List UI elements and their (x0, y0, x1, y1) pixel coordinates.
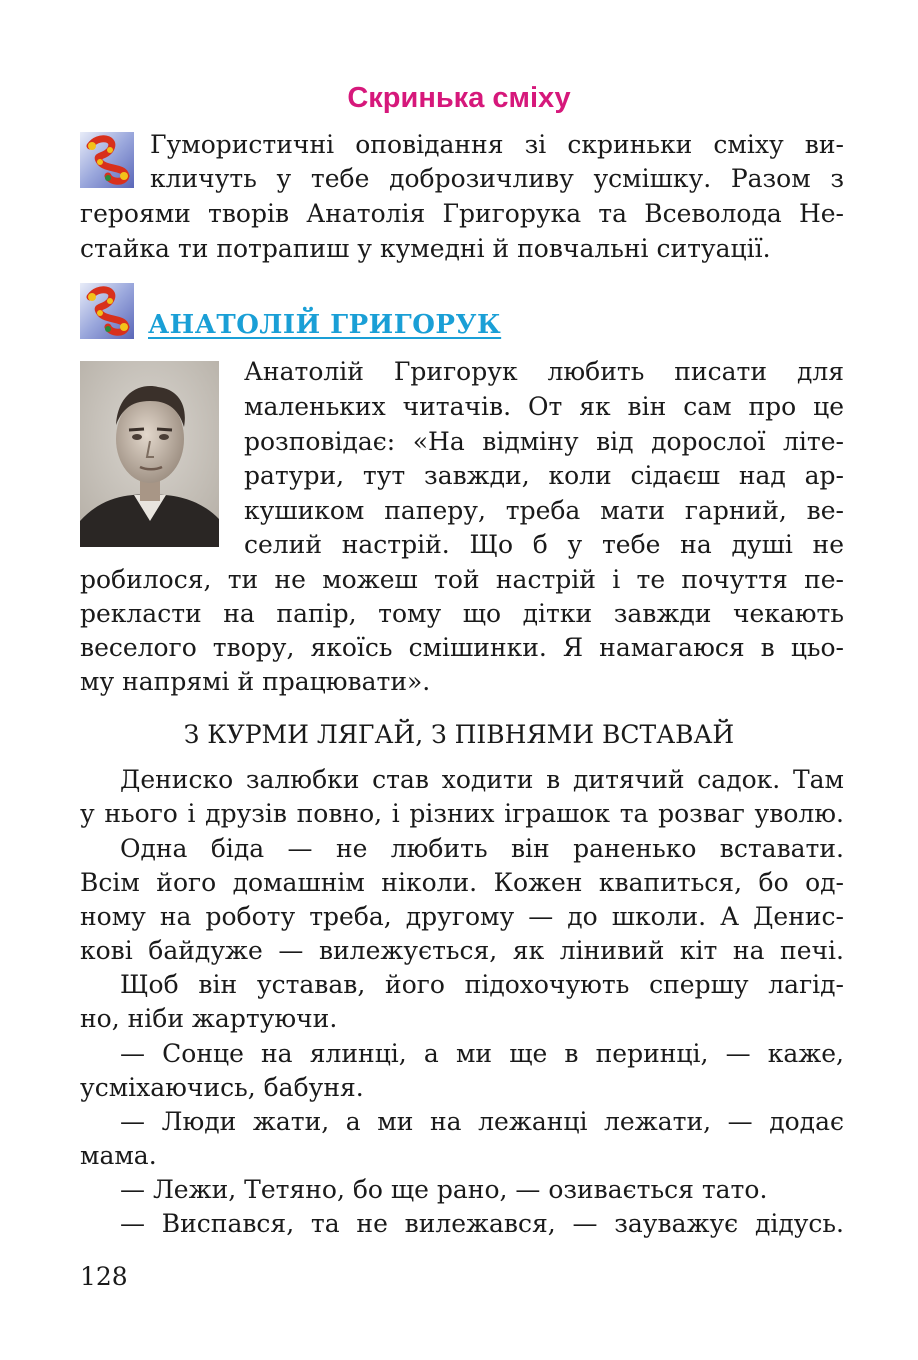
author-bio-line: му напрямі й працювати». (80, 667, 431, 696)
section-title: Скринька сміху (347, 82, 571, 114)
story-line: но, ніби жартуючи. (80, 1004, 338, 1033)
intro-line: кличуть у тебе доброзичливу усмішку. Разом з (150, 164, 844, 193)
author-bio-line: ратури, тут завжди, коли сідаєш над ар- (244, 461, 844, 490)
story-line: — Люди жати, а ми на лежанці лежати, — додає (120, 1107, 844, 1136)
intro-line: Гумористичні оповідання зі скриньки сміху ви- (150, 130, 844, 159)
story-line: — Лежи, Тетяно, бо ще рано, — озивається тато. (120, 1175, 768, 1204)
story-line: ному на роботу треба, другому — до школи. А Денис- (80, 902, 844, 931)
story-line: Дениско залюбки став ходити в дитячий садок. Там (120, 765, 844, 794)
story-line: кові байдуже — вилежується, як лінивий кіт на печі. (80, 936, 844, 965)
story-line: Одна біда — не любить він раненько вставати. (120, 834, 844, 863)
story-line: Всім його домашнім ніколи. Кожен квапиться, бо од- (80, 868, 844, 897)
author-bio-line: веселого твору, якоїсь смішинки. Я намагаюся в цьо- (80, 633, 844, 662)
story-line: мама. (80, 1141, 157, 1170)
page-number: 128 (80, 1262, 128, 1291)
author-bio-line: маленьких читачів. От як він сам про це (244, 392, 844, 421)
author-bio-line: розповідає: «На відміну від дорослої літе- (244, 427, 844, 456)
story-line: у нього і друзів повно, і різних іграшок та розваг уволю. (80, 799, 844, 828)
story-line: усміхаючись, бабуня. (80, 1073, 364, 1102)
story-title: З КУРМИ ЛЯГАЙ, З ПІВНЯМИ ВСТАВАЙ (183, 720, 735, 749)
story-line: — Сонце на ялинці, а ми ще в перинці, — каже, (120, 1039, 844, 1068)
author-bio-line: Анатолій Григорук любить писати для (244, 357, 844, 386)
author-bio-line: робилося, ти не можеш той настрій і те почуття пе- (80, 565, 844, 594)
author-photo (80, 361, 219, 547)
story-line: Щоб він уставав, його підохочують спершу лагід- (120, 970, 844, 999)
author-bio-line: кушиком паперу, треба мати гарний, ве- (244, 496, 844, 525)
ornament-swirl-icon (80, 283, 134, 339)
ornament-swirl-icon (80, 132, 134, 188)
story-line: — Виспався, та не вилежався, — зауважує дідусь. (120, 1209, 844, 1238)
author-name-link[interactable]: АНАТОЛІЙ ГРИГОРУК (148, 310, 502, 340)
author-bio-line: селий настрій. Що б у тебе на душі не (244, 530, 844, 559)
intro-line: героями творів Анатолія Григорука та Всеволода Не- (80, 199, 844, 228)
intro-line: стайка ти потрапиш у кумедні й повчальні ситуації. (80, 234, 771, 263)
author-bio-line: рекласти на папір, тому що дітки завжди чекають (80, 599, 844, 628)
